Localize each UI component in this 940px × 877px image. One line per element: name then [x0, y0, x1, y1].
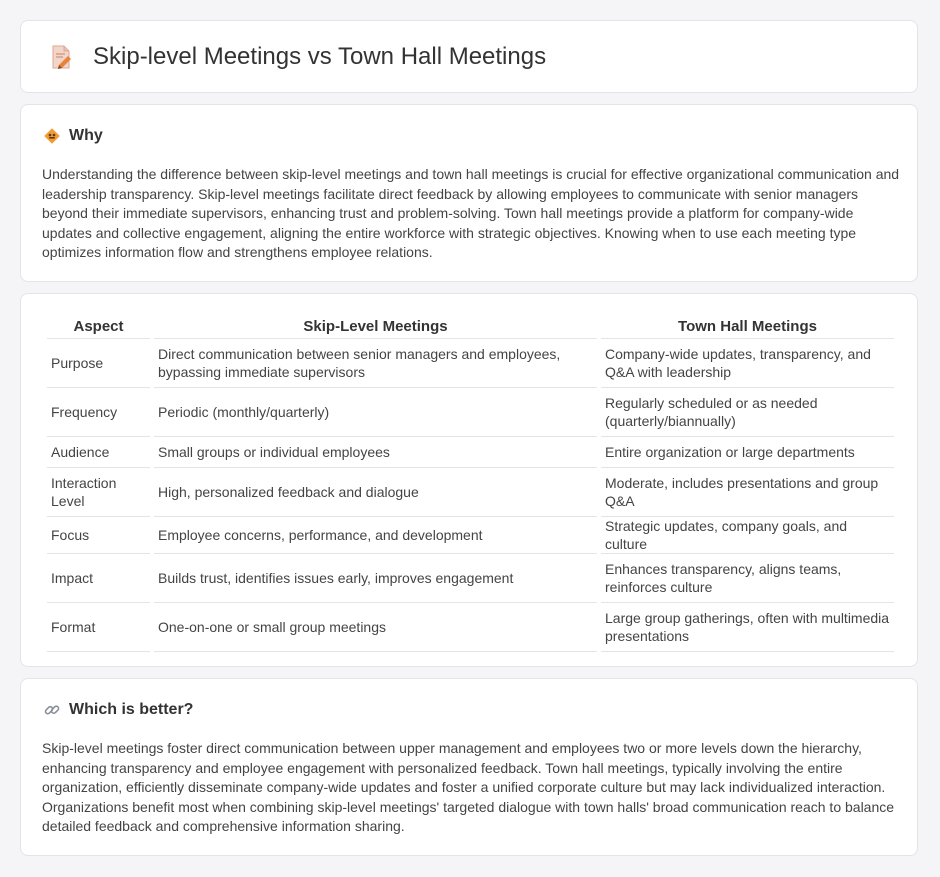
comparison-table-card: [20, 293, 918, 667]
cell-skip-level: Periodic (monthly/quarterly): [154, 388, 597, 437]
cell-town-hall: Enhances transparency, aligns teams, reinforces culture: [601, 554, 894, 603]
warning-sign-icon: [43, 127, 61, 145]
cell-skip-level: High, personalized feedback and dialogue: [154, 468, 597, 517]
header-card: [20, 20, 918, 93]
header-town-hall: Town Hall Meetings: [601, 316, 894, 339]
header-aspect: Aspect: [47, 316, 150, 339]
better-heading: Which is better?: [69, 701, 194, 718]
cell-town-hall: Moderate, includes presentations and group Q&A: [601, 468, 894, 517]
cell-town-hall: Regularly scheduled or as needed (quarterly/biannually): [601, 388, 894, 437]
cell-skip-level: Small groups or individual employees: [154, 437, 597, 468]
why-heading: Why: [69, 127, 103, 144]
comparison-table: [43, 316, 898, 652]
table-row: [47, 339, 894, 388]
header-skip-level: Skip-Level Meetings: [154, 316, 597, 339]
document-pencil-icon: [47, 43, 75, 71]
cell-aspect: Interaction Level: [47, 468, 150, 517]
better-text: Skip-level meetings foster direct communication between upper management and employees two or more levels down the hierarchy, enhancing transparency and employee engagement with personalized feedback. Town hall meetings, typically involving the entire organization, efficiently disseminate company-wide updates and foster a unified corporate culture but may lack individualized interaction. Organizations benefit most when combining skip-level meetings' targeted dialogue with town halls' broad communication reach to balance detailed feedback and comprehensive information sharing.: [42, 740, 895, 834]
table-row: [47, 468, 894, 517]
why-text: Understanding the difference between skip-level meetings and town hall meetings is crucial for effective organizational communication and leadership transparency. Skip-level meetings facilitate direct feedback by allowing employees to communicate with senior managers beyond their immediate supervisors, enhancing trust and problem-solving. Town hall meetings provide a platform for company-wide updates and collective engagement, aligning the entire workforce with strategic objectives. Knowing when to use each meeting type optimizes information flow and strengthens employee relations.: [42, 166, 900, 260]
cell-aspect: Format: [47, 603, 150, 652]
cell-aspect: Focus: [47, 517, 150, 554]
table-row: [47, 388, 894, 437]
cell-aspect: Impact: [47, 554, 150, 603]
cell-aspect: Audience: [47, 437, 150, 468]
cell-town-hall: Company-wide updates, transparency, and Q&A with leadership: [601, 339, 894, 388]
cell-skip-level: Builds trust, identifies issues early, improves engagement: [154, 554, 597, 603]
table-row: [47, 603, 894, 652]
table-row: [47, 437, 894, 468]
cell-aspect: Frequency: [47, 388, 150, 437]
cell-town-hall: Strategic updates, company goals, and culture: [601, 517, 894, 554]
which-is-better-section: [20, 678, 918, 856]
cell-town-hall: Entire organization or large departments: [601, 437, 894, 468]
why-section: [20, 104, 918, 282]
cell-town-hall: Large group gatherings, often with multimedia presentations: [601, 603, 894, 652]
cell-skip-level: Direct communication between senior managers and employees, bypassing immediate supervisors: [154, 339, 597, 388]
cell-skip-level: Employee concerns, performance, and development: [154, 517, 597, 554]
table-row: [47, 517, 894, 554]
link-icon: [43, 701, 61, 719]
page-title: Skip-level Meetings vs Town Hall Meetings: [93, 43, 547, 70]
table-header-row: [47, 316, 894, 339]
table-row: [47, 554, 894, 603]
cell-aspect: Purpose: [47, 339, 150, 388]
cell-skip-level: One-on-one or small group meetings: [154, 603, 597, 652]
